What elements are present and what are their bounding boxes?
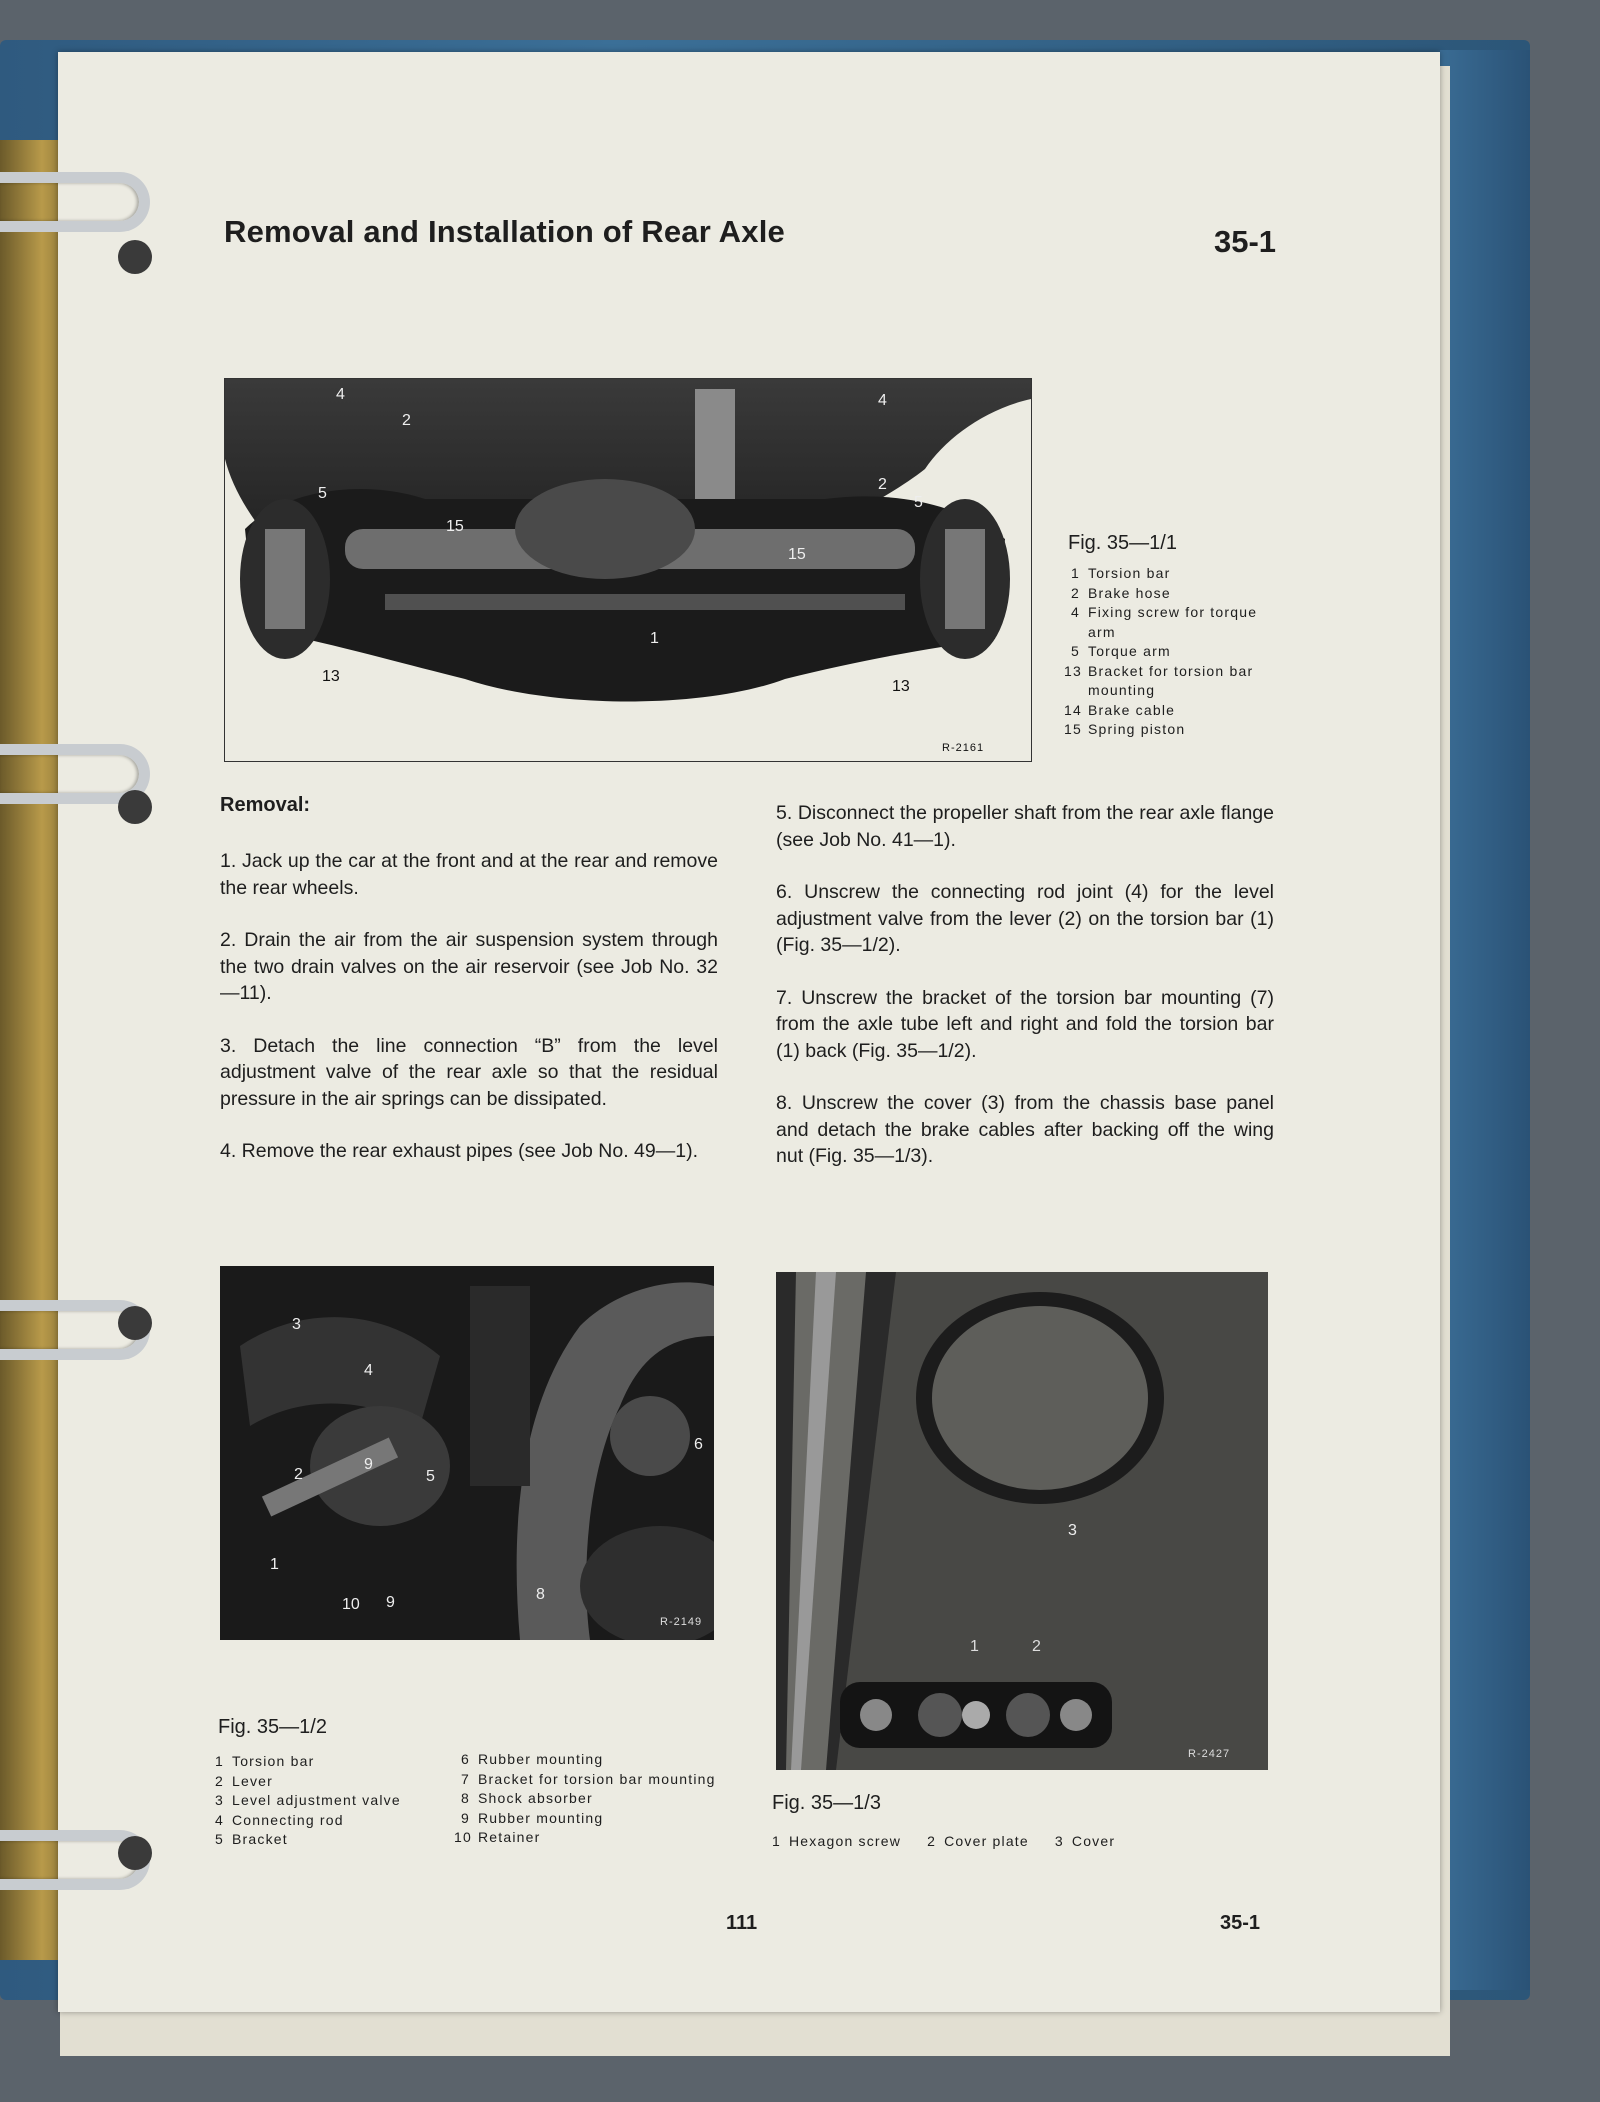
legend-item	[1064, 603, 1334, 623]
page-title: Removal and Installation of Rear Axle	[224, 214, 785, 249]
fig3-callouts	[776, 1272, 1268, 1770]
legend-number: 1	[215, 1753, 224, 1769]
legend-number: 4	[215, 1811, 224, 1828]
job-number: 35-1	[1214, 224, 1277, 259]
legend-text: Rubber mounting	[478, 1809, 604, 1826]
fig2-caption: Fig. 35—1/2	[218, 1716, 327, 1738]
legend-text: Torsion bar	[232, 1753, 315, 1769]
punch-hole	[118, 240, 152, 274]
legend-number: 10	[454, 1829, 472, 1845]
fig3-label: 3	[1068, 1522, 1077, 1539]
fig2-ref: R-2149	[660, 1616, 703, 1628]
legend-number: 3	[1054, 1833, 1064, 1849]
fig2-legend-left	[208, 1752, 438, 1850]
fig1-label: 4	[336, 386, 345, 403]
fig1-label: 13	[322, 668, 340, 685]
legend-item	[208, 1791, 438, 1811]
fig2-label: 3	[292, 1316, 301, 1333]
removal-heading: Removal:	[220, 794, 311, 816]
legend-number	[1064, 623, 1080, 643]
removal-step: 1. Jack up the car at the front and at the rear and remove the rear wheels.	[220, 850, 718, 899]
legend-item	[454, 1809, 754, 1829]
footer-job-number: 35-1	[1220, 1912, 1261, 1934]
punch-hole	[118, 1836, 152, 1870]
legend-item	[1064, 642, 1334, 662]
fig2-legend-right	[454, 1750, 754, 1848]
legend-text: Lever	[232, 1772, 274, 1789]
legend-number: 6	[461, 1751, 470, 1767]
fig1-label: 1	[650, 630, 659, 647]
fig3-label: 1	[970, 1638, 979, 1655]
punch-hole	[118, 1306, 152, 1340]
legend-text: Connecting rod	[232, 1811, 344, 1828]
fig2-label: 4	[364, 1362, 373, 1379]
legend-text: Rubber mounting	[478, 1751, 604, 1767]
legend-item	[1064, 720, 1334, 740]
binder-edge	[1440, 50, 1530, 1990]
fig3-ref: R-2427	[1188, 1748, 1231, 1760]
legend-item	[454, 1828, 754, 1848]
legend-item	[1064, 701, 1334, 721]
fig1-caption: Fig. 35—1/1	[1068, 532, 1177, 554]
legend-item	[1064, 681, 1334, 701]
legend-text: arm	[1088, 623, 1116, 640]
removal-steps-right	[776, 800, 1274, 1196]
legend-text: Shock absorber	[478, 1790, 593, 1806]
legend-number: 7	[461, 1770, 470, 1787]
fig1-label: 5	[318, 485, 327, 502]
legend-number: 2	[927, 1833, 937, 1849]
legend-item	[1064, 584, 1334, 604]
legend-item	[208, 1772, 438, 1792]
legend-text: Brake cable	[1088, 701, 1176, 718]
legend-number: 5	[1071, 643, 1080, 659]
legend-number: 8	[461, 1790, 470, 1806]
legend-number: 5	[215, 1831, 224, 1847]
fig1-legend	[1064, 564, 1334, 740]
fig1-label: 2	[878, 476, 887, 493]
legend-item	[1064, 662, 1334, 682]
punch-hole	[118, 790, 152, 824]
legend-number: 3	[215, 1792, 224, 1808]
legend-text: Hexagon screw	[789, 1833, 902, 1849]
legend-item	[454, 1750, 754, 1770]
legend-text: mounting	[1088, 682, 1156, 698]
legend-number: 2	[1071, 584, 1080, 601]
legend-text: Torsion bar	[1088, 565, 1171, 581]
legend-item	[454, 1789, 754, 1809]
legend-number: 15	[1064, 721, 1082, 737]
legend-number: 14	[1064, 701, 1082, 718]
fig1-label: 15	[446, 518, 464, 535]
legend-text: Spring piston	[1088, 721, 1186, 737]
removal-step: 3. Detach the line connection “B” from the level adjustment valve of the rear axle so that the residual pressure in the air springs can be dissipated.	[220, 1034, 718, 1110]
legend-number: 4	[1071, 604, 1080, 620]
legend-number: 13	[1064, 662, 1082, 679]
fig2-label: 5	[426, 1468, 435, 1485]
legend-number: 1	[772, 1833, 781, 1849]
legend-text: Fixing screw for torque	[1088, 604, 1258, 620]
fig2-label: 9	[386, 1594, 395, 1611]
fig2-label: 6	[694, 1436, 703, 1453]
fig3-label: 2	[1032, 1638, 1041, 1655]
fig2-label: 9	[364, 1456, 373, 1473]
fig2-label: 1	[270, 1556, 279, 1573]
legend-text: Cover	[1071, 1833, 1116, 1849]
legend-item	[208, 1811, 438, 1831]
legend-item	[1064, 564, 1334, 584]
legend-item	[772, 1832, 901, 1852]
legend-text: Brake hose	[1088, 584, 1171, 601]
legend-number	[1064, 681, 1080, 701]
removal-step: 2. Drain the air from the air suspension system through the two drain valves on the air reservoir (see Job No. 32—11).	[220, 929, 718, 1004]
fig1-callouts	[224, 378, 1030, 760]
legend-item	[1055, 1832, 1115, 1852]
legend-number: 9	[461, 1809, 470, 1826]
legend-text: Bracket for torsion bar	[1088, 662, 1254, 679]
removal-step: 4. Remove the rear exhaust pipes (see Job No. 49—1).	[220, 1140, 698, 1162]
legend-text: Bracket	[232, 1831, 288, 1847]
fig1-ref: R-2161	[942, 742, 985, 754]
binder-ring	[0, 172, 150, 232]
fig1-label: 2	[402, 412, 411, 429]
fig2-callouts	[220, 1266, 714, 1640]
removal-step: 6. Unscrew the connecting rod joint (4) for the level adjustment valve from the lever (2) on the torsion bar (1) (Fig. 35—1/2).	[776, 881, 1274, 956]
removal-step: 5. Disconnect the propeller shaft from the rear axle flange (see Job No. 41—1).	[776, 802, 1274, 851]
fig1-label: 4	[878, 392, 887, 409]
page-number: 111	[726, 1912, 758, 1934]
fig3-legend	[772, 1832, 1272, 1852]
fig1-label: 5	[914, 494, 923, 511]
legend-item	[927, 1832, 1029, 1852]
fig2-label: 8	[536, 1586, 545, 1603]
legend-number: 1	[1071, 565, 1080, 581]
fig2-label: 2	[294, 1466, 303, 1483]
legend-item	[1064, 623, 1334, 643]
fig3-caption: Fig. 35—1/3	[772, 1792, 881, 1814]
removal-steps-left	[220, 848, 718, 1191]
legend-text: Retainer	[478, 1829, 541, 1845]
removal-step: 8. Unscrew the cover (3) from the chassis base panel and detach the brake cables after backing off the wing nut (Fig. 35—1/3).	[776, 1092, 1274, 1167]
legend-number: 2	[215, 1772, 224, 1789]
legend-item	[208, 1752, 438, 1772]
fig1-label: 15	[788, 546, 806, 563]
legend-item	[208, 1830, 438, 1850]
fig2-label: 10	[342, 1596, 360, 1613]
legend-text: Cover plate	[944, 1833, 1029, 1849]
legend-text: Bracket for torsion bar mounting	[478, 1770, 716, 1787]
legend-text: Torque arm	[1088, 643, 1171, 659]
legend-item	[454, 1770, 754, 1790]
legend-text: Level adjustment valve	[232, 1792, 401, 1808]
fig1-label: 13	[892, 678, 910, 695]
manual-page	[58, 52, 1440, 2012]
removal-step: 7. Unscrew the bracket of the torsion bar mounting (7) from the axle tube left and right and fold the torsion bar (1) back (Fig. 35—1/2).	[776, 986, 1274, 1062]
